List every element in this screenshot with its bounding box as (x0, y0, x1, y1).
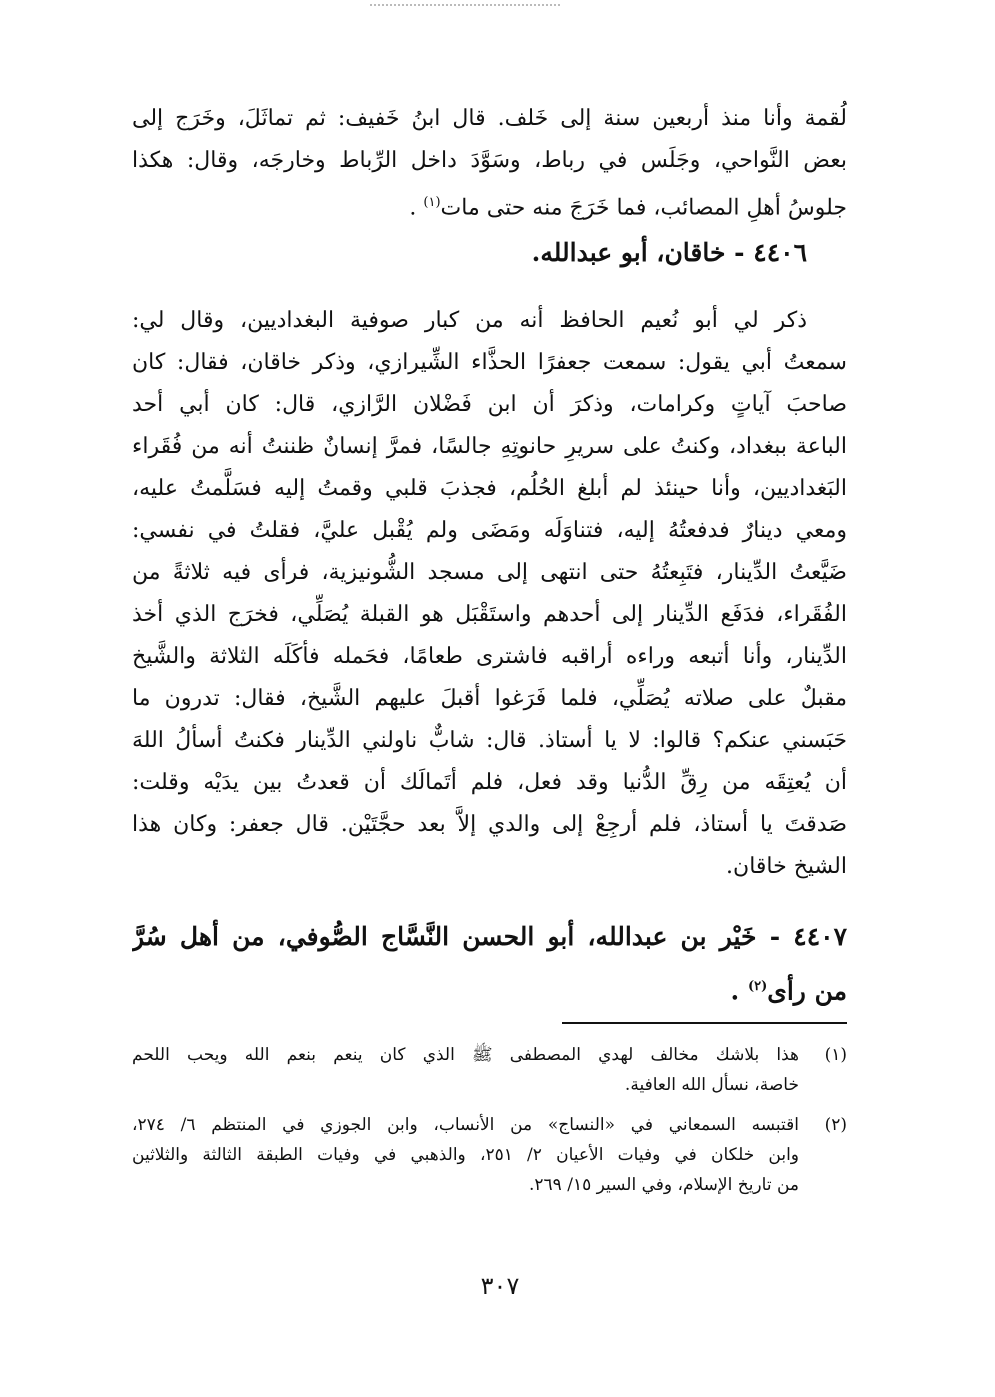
footnote-separator (562, 1022, 847, 1024)
entry-heading (132, 228, 847, 278)
footnote-number: (٢) (824, 1115, 847, 1135)
entry-dash: - (734, 238, 745, 267)
footnote-marker: (١) (423, 195, 441, 210)
entry-title: خَيْر بن عبدالله، أبو الحسن النَّسَّاج الصُّوفي، من أهل سُرَّ (132, 922, 757, 951)
entry-4406-heading-block (132, 228, 847, 278)
footnotes (132, 1040, 847, 1210)
end-punctuation: . (730, 976, 740, 1006)
body-line: صَدقتَ يا أستاذ، فلم أرجِعْ إلى والدي إلاَّ بعد حجَّتَيْن. قال جعفر: وكان هذا (132, 812, 847, 837)
body-line (132, 182, 847, 224)
body-line: بعض النَّواحي، وجَلَس في رباط، وسَوَّدَ داخل الرِّباط وخارجَه، وقال: هكذا (132, 148, 847, 173)
footnote-1 (132, 1040, 847, 1100)
body-line: مقبلٌ على صلاته يُصَلِّي، فلما فَرَغوا أقبلَ عليهم الشَّيخ، فقال: تدرون ما (132, 686, 847, 711)
body-line: ومعي دينارٌ فدفعتُهُ إليه، فتناوَلَه ومَضَى ولم يُقْبل عليَّ، فقلتُ في نفسي: (132, 518, 847, 543)
footnote-2 (132, 1110, 847, 1200)
footnote-line: هذا بلاشك مخالف لهدي المصطفى ﷺ الذي كان ينعم بنعم الله ويحب اللحم (132, 1045, 799, 1065)
footnote-marker: (٢) (747, 979, 768, 994)
body-line: الفُقَراء، فدَفَع الدِّينار إلى أحدهم واستَقْبَل هو القبلة يُصَلِّي، فخرَج الذي أخذ (132, 602, 847, 627)
entry-4406-body (132, 300, 847, 888)
end-punctuation: . (409, 195, 417, 221)
footnote-text (132, 1110, 799, 1200)
entry-title: خاقان، أبو عبدالله. (531, 238, 726, 267)
body-line: لُقمة وأنا منذ أربعين سنة إلى خَلف. قال ابنُ خَفيف: ثم تماثَلَ، وخَرَج إلى (132, 106, 847, 131)
footnote-line: اقتبسه السمعاني في «النساج» من الأنساب، وابن الجوزي في المنتظم ٦/ ٢٧٤، (132, 1115, 799, 1135)
page-number: ٣٠٧ (480, 1272, 520, 1300)
body-line: أن يُعتِقَه من رِقِّ الدُّنيا وقد فعل، فلم أتَمالَك أن قعدتُ بين يدَيْه وقلت: (132, 770, 847, 795)
footnote-number: (١) (824, 1045, 847, 1065)
body-line: البَغداديين، وأنا حينئذ لم أبلغ الحُلُم، فجذبَ قلبي وقمتُ إليه فسَلَّمتُ عليه، (132, 476, 847, 501)
body-line: سمعتُ أبي يقول: سمعت جعفرًا الحذَّاء الشِّيرازي، وذكر خاقان، فقال: كان (132, 350, 847, 375)
body-line: الشيخ خاقان. (726, 854, 847, 879)
entry-number: ٤٤٠٧ (793, 922, 847, 951)
body-line: حَبَسني عنكم؟ قالوا: لا يا أستاذ. قال: شابٌّ ناولني الدِّينار فكنتُ أسألُ اللهَ (132, 728, 847, 753)
body-line: الباعة ببغداد، وكنتُ على سريرِ حانوتِهِ جالسًا، فمرَّ إنسانٌ ظننتُ أنه من فُقَراء (132, 434, 847, 459)
footnote-line: من تاريخ الإسلام، وفي السير ١٥/ ٢٦٩. (528, 1175, 799, 1195)
previous-entry-tail (132, 98, 847, 224)
footnote-line: وابن خلكان في وفيات الأعيان ٢/ ٢٥١، والذهبي في وفيات الطبقة الثالثة والثلاثين (132, 1145, 799, 1165)
body-line-text: جلوسُ أهلِ المصائب، فما خَرَجَ منه حتى مات (440, 195, 847, 221)
body-line: ذكر لي أبو نُعيم الحافظ أنه من كبار صوفية البغداديين، وقال لي: (132, 308, 807, 333)
entry-heading (132, 912, 847, 962)
entry-dash: - (769, 922, 781, 951)
entry-4407-heading-block (132, 912, 847, 1012)
body-line: صاحبَ آياتٍ وكرامات، وذكرَ أن ابن فَضْلان الرَّازي، قال: كان أبي أحد (132, 392, 847, 417)
entry-title-end: من رأى (767, 976, 847, 1006)
entry-heading-continuation (132, 962, 847, 1012)
footnote-line: خاصة، نسأل الله العافية. (624, 1075, 799, 1095)
body-line: الدِّينار، وأنا أتبعه وراءه أراقبه فاشترى طعامًا، فحَمله فأكَلَه الثلاثة والشَّيخ (132, 644, 847, 669)
body-line: ضَيَّعتُ الدِّينار، فتَبِعتُهُ حتى انتهى إلى مسجد الشُّونيزية، فرأى فيه ثلاثةً من (132, 560, 847, 585)
footnote-text (132, 1040, 799, 1100)
top-edge-marks (370, 4, 560, 8)
entry-number: ٤٤٠٦ (753, 238, 807, 267)
